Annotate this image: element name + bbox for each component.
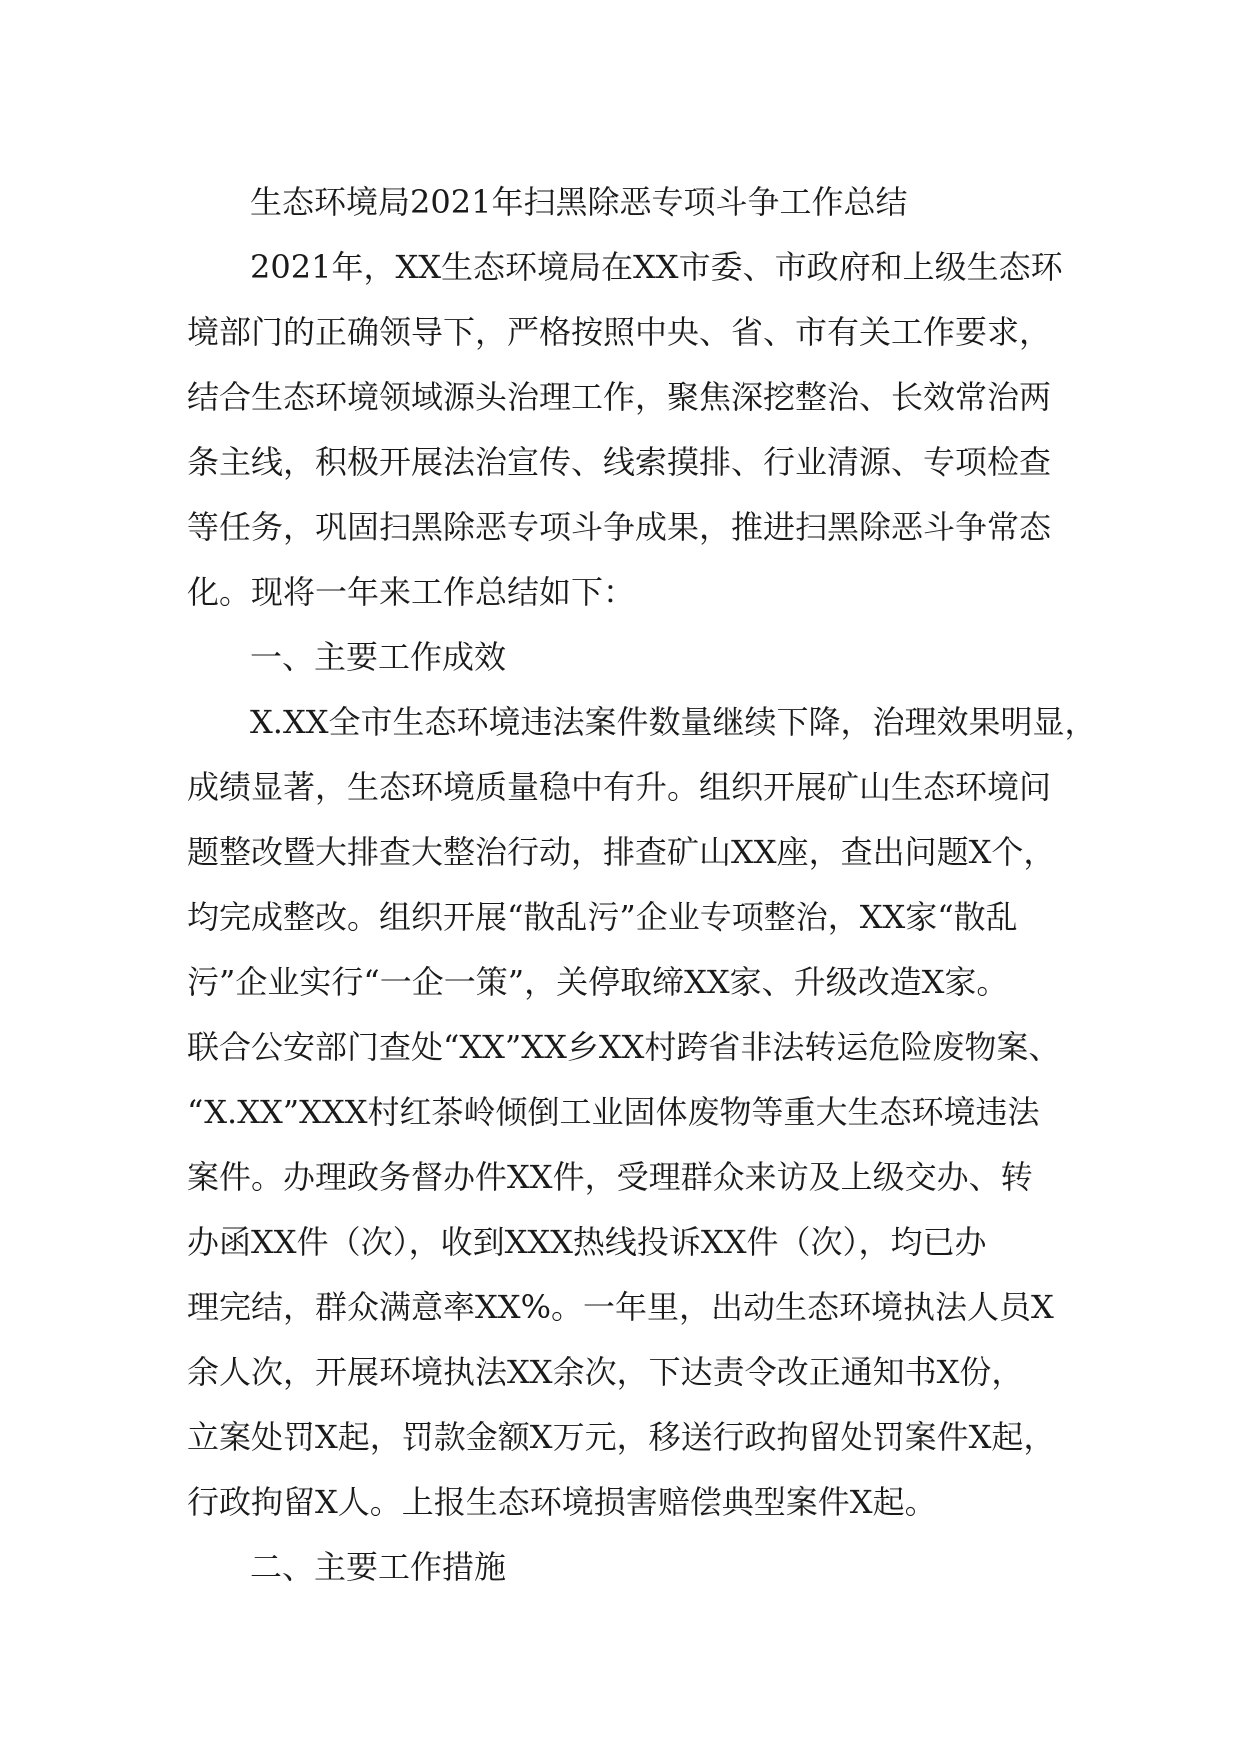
section1-line: 余人次，开展环境执法XX余次，下达责令改正通知书X份， [187, 1353, 1024, 1391]
section-heading-1: 一、主要工作成效 [250, 638, 507, 676]
section1-line: 行政拘留X人。上报生态环境损害赔偿典型案件X起。 [187, 1483, 937, 1521]
section1-line: 案件。办理政务督办件XX件，受理群众来访及上级交办、转 [187, 1158, 1033, 1196]
section1-line: 均完成整改。组织开展“散乱污”企业专项整治，XX家“散乱 [187, 898, 1018, 936]
section1-line: 理完结，群众满意率XX%。一年里，出动生态环境执法人员X [187, 1288, 1054, 1326]
document-title: 生态环境局2021年扫黑除恶专项斗争工作总结 [250, 183, 908, 221]
intro-line: 化。现将一年来工作总结如下： [187, 573, 636, 611]
document-body [187, 170, 1097, 1600]
intro-line: 结合生态环境领域源头治理工作，聚焦深挖整治、长效常治两 [187, 378, 1052, 416]
section1-line: X.XX全市生态环境违法案件数量继续下降，治理效果明显， [250, 703, 1097, 741]
section1-line: 成绩显著，生态环境质量稳中有升。组织开展矿山生态环境问 [187, 768, 1052, 806]
section1-line: 题整改暨大排查大整治行动，排查矿山XX座，查出问题X个， [187, 833, 1056, 871]
intro-line: 境部门的正确领导下，严格按照中央、省、市有关工作要求， [187, 313, 1052, 351]
section1-line: 立案处罚X起，罚款金额X万元，移送行政拘留处罚案件X起， [187, 1418, 1056, 1456]
section-heading-2: 二、主要工作措施 [250, 1548, 507, 1586]
intro-line: 条主线，积极开展法治宣传、线索摸排、行业清源、专项检查 [187, 443, 1052, 481]
intro-line: 2021年，XX生态环境局在XX市委、市政府和上级生态环 [250, 248, 1063, 286]
section1-line: 联合公安部门查处“XX”XX乡XX村跨省非法转运危险废物案、 [187, 1028, 1061, 1066]
section1-line: 污”企业实行“一企一策”，关停取缔XX家、升级改造X家。 [187, 963, 1009, 1001]
section1-line: “X.XX”XXX村红茶岭倾倒工业固体废物等重大生态环境违法 [187, 1093, 1040, 1131]
section1-line: 办函XX件（次），收到XXX热线投诉XX件（次），均已办 [187, 1223, 987, 1261]
intro-line: 等任务，巩固扫黑除恶专项斗争成果，推进扫黑除恶斗争常态 [187, 508, 1052, 546]
